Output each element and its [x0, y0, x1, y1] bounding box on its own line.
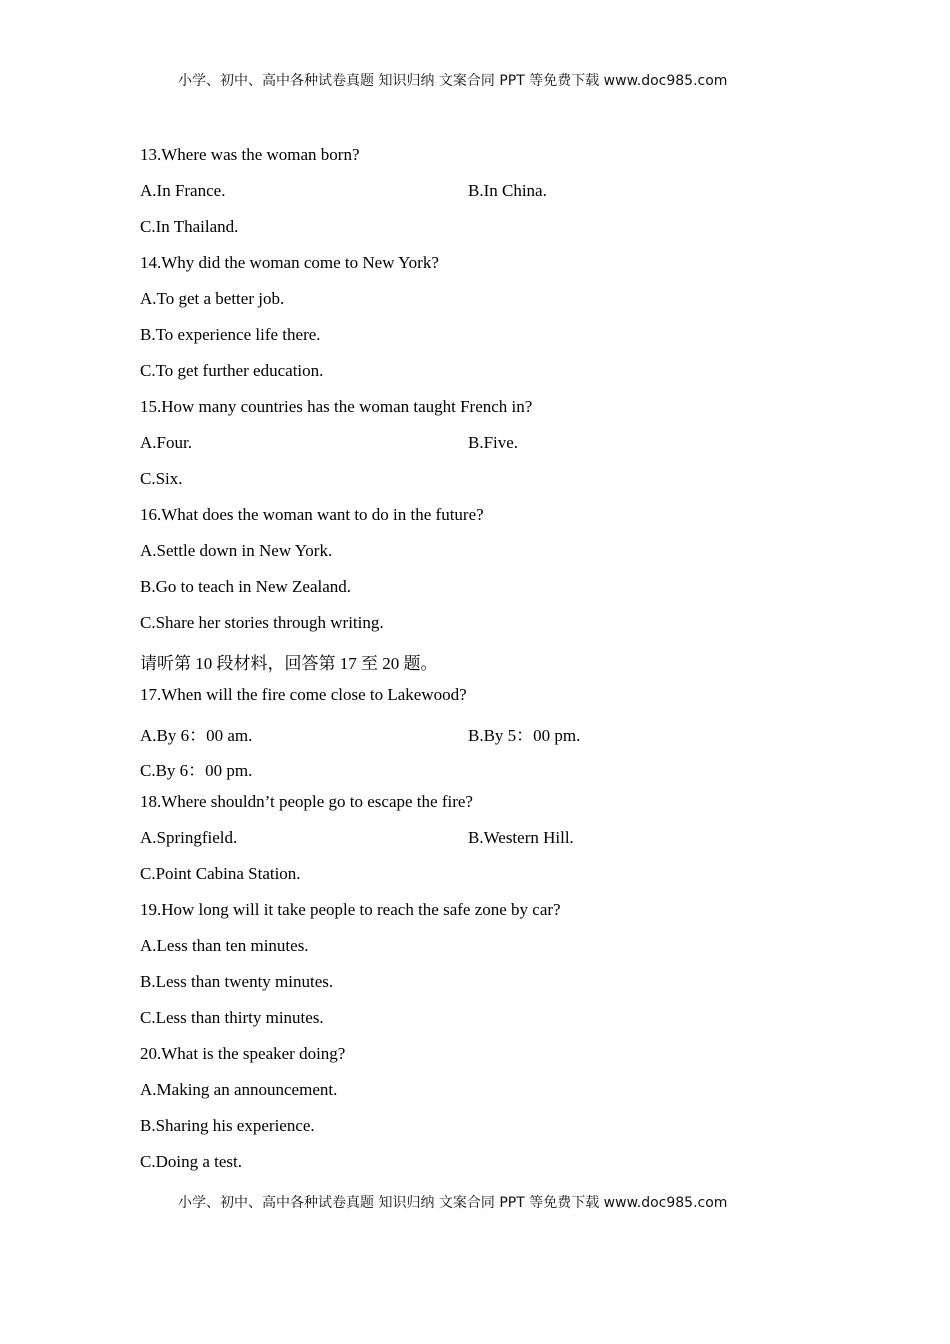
option-text: C.Less than thirty minutes. — [140, 1008, 324, 1028]
option-text: C.Point Cabina Station. — [140, 864, 301, 884]
option-text: B.Go to teach in New Zealand. — [140, 576, 352, 596]
option-text: A.In France. — [140, 180, 226, 200]
question-text: 18.Where shouldn’t people go to escape the fire? — [140, 792, 473, 812]
option-text: C.Share her stories through writing. — [140, 612, 384, 632]
option-text: A.Less than ten minutes. — [140, 936, 309, 956]
option-text: C.Six. — [140, 468, 183, 488]
option-text: A.Springfield. — [140, 828, 238, 848]
option-text: C.Doing a test. — [140, 1152, 242, 1172]
question-text: 17.When will the fire come close to Lakewood? — [140, 684, 467, 704]
option-text: 请听第 10 段材料，回答第 17 至 20 题。 — [140, 653, 438, 673]
option-text: B.Five. — [468, 432, 519, 452]
page-header: 小学、初中、高中各种试卷真题 知识归纳 文案合同 PPT 等免费下载 www.doc985.com — [178, 73, 728, 89]
question-text: 13.Where was the woman born? — [140, 145, 360, 164]
option-text: A.Four. — [140, 432, 192, 452]
option-text: A.Settle down in New York. — [140, 540, 333, 560]
option-text: B.To experience life there. — [140, 324, 321, 344]
question-text: 19.How long will it take people to reach the safe zone by car? — [140, 900, 561, 920]
option-text: A.Making an announcement. — [140, 1080, 338, 1100]
question-text: 20.What is the speaker doing? — [140, 1044, 346, 1064]
option-text: B.Sharing his experience. — [140, 1116, 315, 1136]
option-text: B.Western Hill. — [468, 828, 574, 848]
option-text: C.By 6：00 pm. — [140, 761, 253, 781]
option-text: C.In Thailand. — [140, 216, 239, 236]
option-text: A.By 6：00 am. — [140, 725, 253, 745]
question-text: 16.What does the woman want to do in the future? — [140, 504, 484, 524]
option-text: B.In China. — [468, 180, 547, 200]
page-footer: 小学、初中、高中各种试卷真题 知识归纳 文案合同 PPT 等免费下载 www.doc985.com — [178, 1195, 728, 1211]
option-text: A.To get a better job. — [140, 288, 285, 308]
question-text: 15.How many countries has the woman taught French in? — [140, 396, 533, 416]
option-text: C.To get further education. — [140, 360, 324, 380]
question-text: 14.Why did the woman come to New York? — [140, 252, 439, 272]
option-text: B.By 5：00 pm. — [468, 725, 581, 745]
option-text: B.Less than twenty minutes. — [140, 972, 334, 992]
